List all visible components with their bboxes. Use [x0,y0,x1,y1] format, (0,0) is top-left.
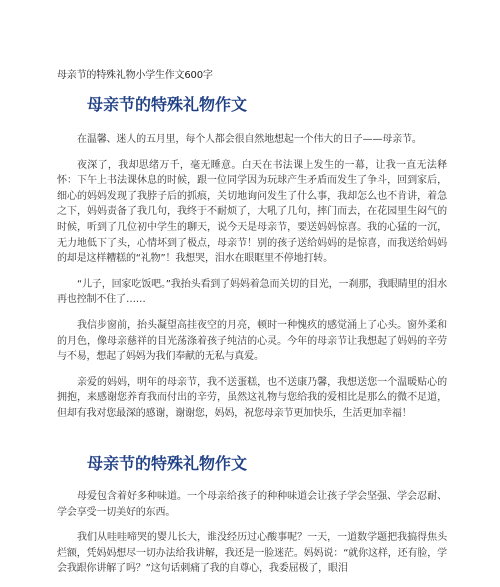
paragraph: 夜深了，我却思绪万千，毫无睡意。白天在书法课上发生的一幕，让我一直无法释怀：下午上书法课休息的时候，跟一位同学因为玩球产生矛盾而发生了争斗，回到家后，细心的妈妈发现了我脖子后的抓痕，关切地询问发生了什么事，我却怎么也不肯讲，着急之下，妈妈责备了我几句，我终于不耐烦了，大吼了几句，摔门而去，在花园里生闷气的时候，听到了几位初中学生的聊天，说今天是母亲节，要送妈妈惊喜。我的心猛的一沉，无力地低下了头，心情坏到了极点，母亲节！别的孩子送给妈妈的是惊喜，而我送给妈妈的却是这样糟糕的“礼物”！我想哭，泪水在眼眶里不停地打转。 [57,159,447,265]
section-heading: 母亲节的特殊礼物作文 [87,454,248,473]
article-section-2 [57,453,447,587]
paragraph: 母爱包含着好多种味道。一个母亲给孩子的种种味道会让孩子学会坚强、学会忍耐、学会享受一切美好的东西。 [57,491,447,518]
paragraph: 亲爱的妈妈，明年的母亲节，我不送蛋糕，也不送康乃馨，我想送您一个温暖贴心的拥抱，来感谢您养育我而付出的辛劳，虽然这礼物与您给我的爱相比是那么的微不足道，但却有我对您最深的感谢，谢谢您，妈妈，祝您母亲节更加快乐，生活更加幸福！ [57,376,447,419]
paragraph: “儿子，回家吃饭吧。”我抬头看到了妈妈着急而关切的目光，一刹那，我眼睛里的泪水再也控制不住了…… [57,278,447,306]
paragraph: 在温馨、迷人的五月里，每个人都会很自然地想起一个伟大的日子——母亲节。 [77,134,422,145]
paragraph: 我信步窗前，抬头凝望高挂夜空的月亮，顿时一种愧疚的感觉涌上了心头。窗外柔和的月色，像母亲慈祥的目光荡涤着孩子纯洁的心灵。今年的母亲节让我想起了妈妈的辛劳与不易，想起了妈妈为我们奉献的无私与真爱。 [57,319,447,363]
article-section-1 [57,94,447,432]
paragraph: 我们从哇哇啼哭的婴儿长大，谁没经历过心酸事呢？一天，一道数学题把我搞得焦头烂额，凭妈妈想尽一切办法给我讲解，我还是一脸迷茫。妈妈说：“就你这样，还有脸，学会我跟你讲解了吗？”这句话刺痛了我的自尊心，我委屈极了，眼泪 [57,532,447,575]
section-heading: 母亲节的特殊礼物作文 [87,95,248,114]
document-title: 母亲节的特殊礼物小学生作文600字 [57,70,213,81]
